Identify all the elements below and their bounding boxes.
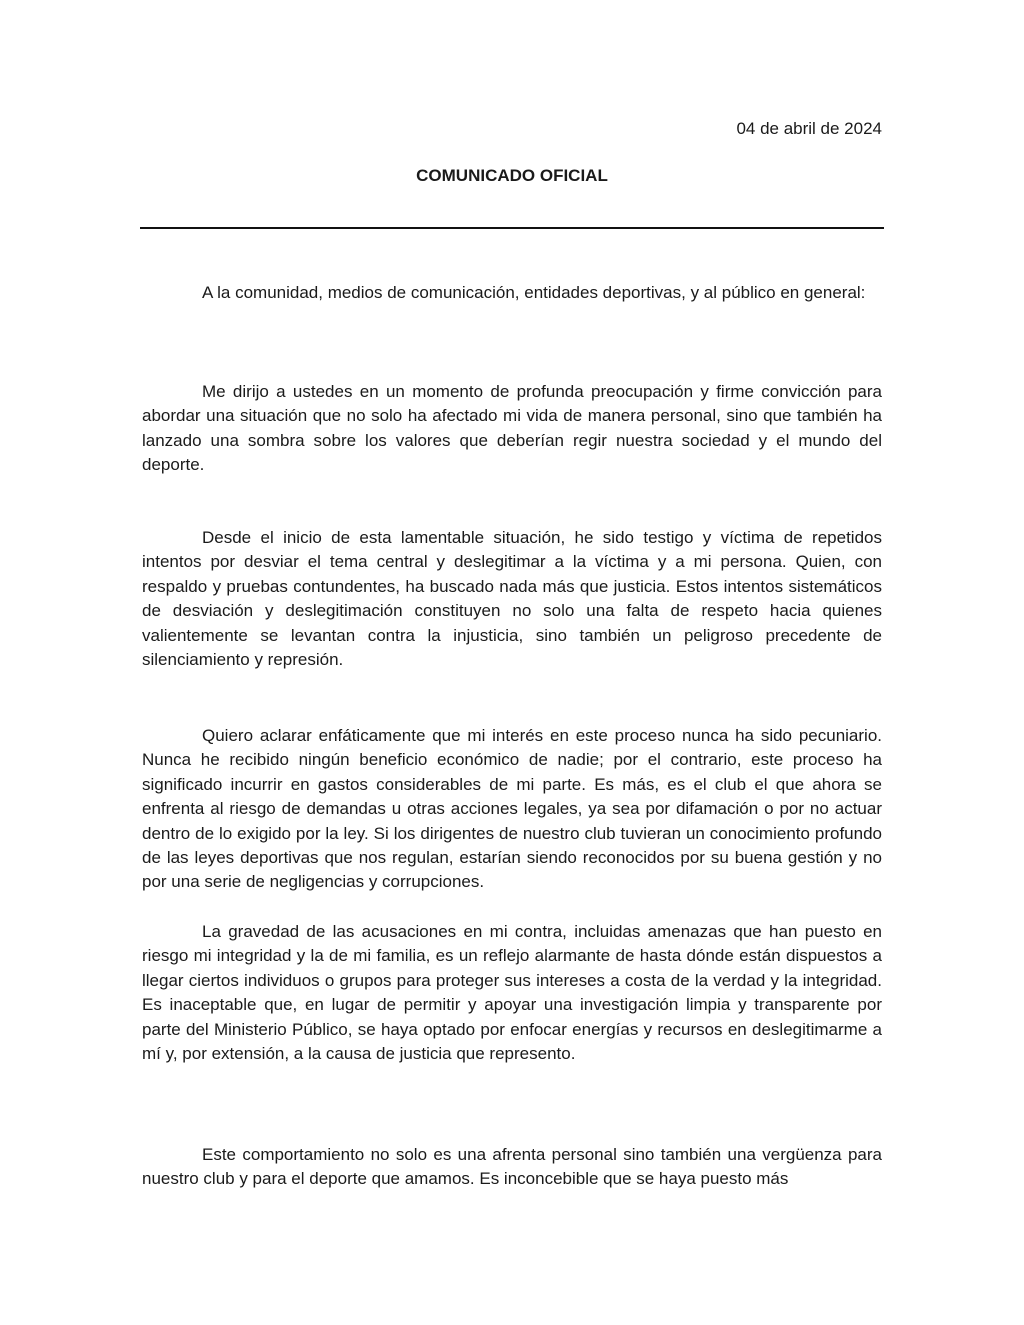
paragraph-introduction: Me dirijo a ustedes en un momento de profunda preocupación y firme convicción para abordar una situación que no solo ha afectado mi vida de manera personal, sino que también ha lanzado una sombra sobre los valores que deberían regir nuestra sociedad y el mundo del deporte.: [142, 382, 882, 475]
paragraph-conclusion: Este comportamiento no solo es una afrenta personal sino también una vergüenza para nuestro club y para el deporte que amamos. Es inconcebible que se haya puesto más: [142, 1145, 882, 1189]
paragraph-greeting: A la comunidad, medios de comunicación, entidades deportivas, y al público en general:: [202, 283, 866, 302]
paragraph-clarification: Quiero aclarar enfáticamente que mi interés en este proceso nunca ha sido pecuniario. Nunca he recibido ningún beneficio económico de nadie; por el contrario, este proceso ha significado incurrir en gastos considerables de mi parte. Es más, es el club el que ahora se enfrenta al riesgo de demandas u otras acciones legales, ya sea por difamación o por no actuar dentro de lo exigido por la ley. Si los dirigentes de nuestro club tuvieran un conocimiento profundo de las leyes deportivas que nos regulan, estarían siendo reconocidos por su buena gestión y no por una serie de negligencias y corrupciones.: [142, 726, 882, 892]
title-divider: [140, 227, 884, 229]
paragraph-context: Desde el inicio de esta lamentable situación, he sido testigo y víctima de repetidos intentos por desviar el tema central y deslegitimar a la víctima y a mi persona. Quien, con respaldo y pruebas contundentes, ha buscado nada más que justicia. Estos intentos sistemáticos de desviación y deslegitimación constituyen no solo una falta de respeto hacia quienes valientemente se levantan contra la injusticia, sino también un peligroso precedente de silenciamiento y represión.: [142, 528, 882, 670]
paragraph-accusations: La gravedad de las acusaciones en mi contra, incluidas amenazas que han puesto en riesgo mi integridad y la de mi familia, es un reflejo alarmante de hasta dónde están dispuestos a llegar ciertos individuos o grupos para proteger sus intereses a costa de la verdad y la integridad. Es inaceptable que, en lugar de permitir y apoyar una investigación limpia y transparente por parte del Ministerio Público, se haya optado por enfocar energías y recursos en deslegitimarme a mí y, por extensión, a la causa de justicia que represento.: [142, 922, 882, 1064]
document-date: 04 de abril de 2024: [736, 119, 882, 138]
document-title: COMUNICADO OFICIAL: [416, 166, 608, 185]
